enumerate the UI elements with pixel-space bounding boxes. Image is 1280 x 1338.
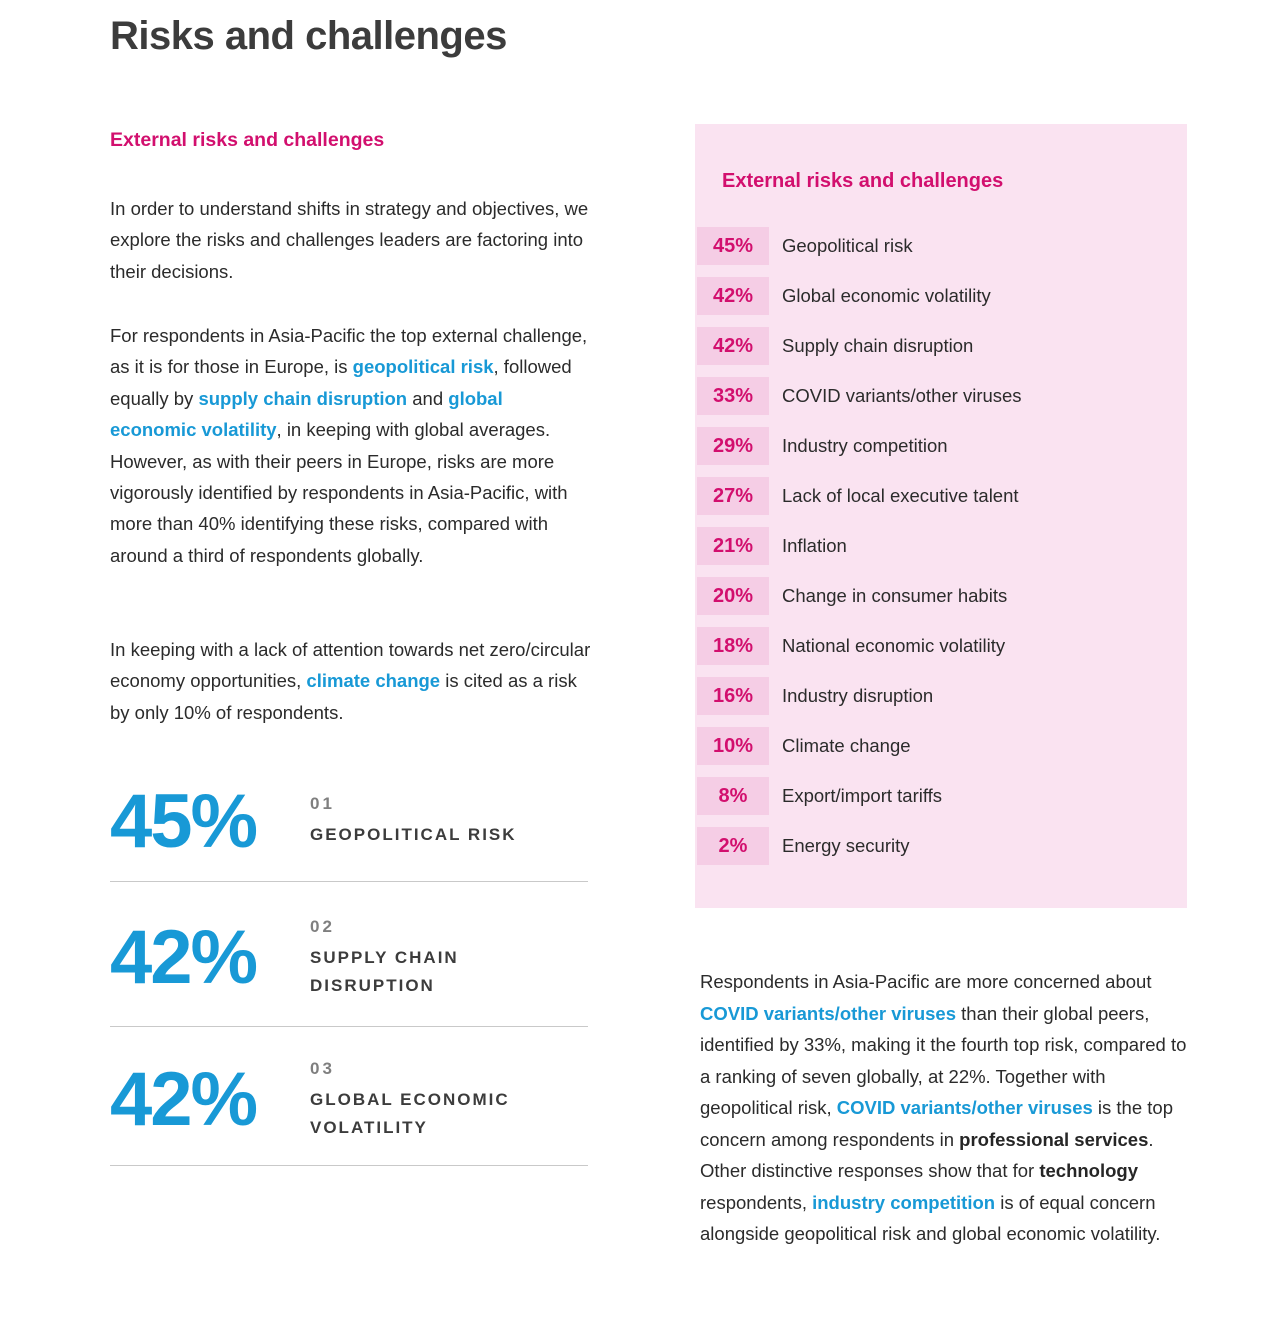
- stat-risk-label: SUPPLY CHAIN DISRUPTION: [310, 947, 459, 995]
- risk-percentage-badge: 16%: [697, 677, 769, 715]
- text-segment: . Other distinctive responses show that for: [700, 1128, 1154, 1181]
- text-segment: than their global peers, identified by 33%, making it the fourth top risk, compared to a ranking of seven globally, at 22%. Together with geopolitical risk,: [700, 1002, 1187, 1118]
- stat-rank-number: 03: [310, 1058, 335, 1078]
- highlighted-term: global economic volatility: [110, 387, 503, 441]
- stat-meta: [310, 917, 525, 1000]
- analysis-paragraph: [110, 320, 592, 571]
- risk-percentage-badge: 18%: [697, 627, 769, 665]
- risk-percentage-badge: 42%: [697, 327, 769, 365]
- risk-percentage-badge: 21%: [697, 527, 769, 565]
- stat-risk-label: GLOBAL ECONOMIC VOLATILITY: [310, 1089, 510, 1137]
- risk-row: [697, 627, 1187, 665]
- stat-block: [110, 1035, 588, 1166]
- risk-row: [697, 727, 1187, 765]
- text-segment: is cited as a risk by only 10% of respondents.: [110, 670, 577, 723]
- risk-list: [697, 227, 1187, 865]
- panel-title: External risks and challenges: [722, 170, 1004, 192]
- text-segment: and: [407, 387, 449, 409]
- risk-row: [697, 277, 1187, 315]
- risk-percentage-badge: 20%: [697, 577, 769, 615]
- highlighted-term: geopolitical risk: [352, 356, 494, 378]
- risk-percentage-badge: 33%: [697, 377, 769, 415]
- risk-label: Industry disruption: [782, 685, 934, 706]
- external-risks-panel: [695, 124, 1187, 908]
- risk-percentage-badge: 45%: [697, 227, 769, 265]
- risk-row: [697, 477, 1187, 515]
- risk-row: [697, 377, 1187, 415]
- section-subtitle: External risks and challenges: [110, 129, 385, 151]
- risk-row: [697, 677, 1187, 715]
- risk-label: Energy security: [782, 835, 910, 856]
- risk-row: [697, 327, 1187, 365]
- stat-meta: [310, 1059, 525, 1142]
- risk-label: Lack of local executive talent: [782, 485, 1019, 506]
- text-segment: Respondents in Asia-Pacific are more concerned about: [700, 971, 1152, 992]
- risk-label: Geopolitical risk: [782, 235, 913, 256]
- risk-row: [697, 827, 1187, 865]
- text-segment: In order to understand shifts in strategy and objectives, we explore the risks and challenges leaders are factoring into their decisions.: [110, 198, 589, 282]
- risk-percentage-badge: 27%: [697, 477, 769, 515]
- highlighted-term: climate change: [306, 670, 441, 692]
- risk-label: Climate change: [782, 735, 911, 756]
- covid-analysis-paragraph: [700, 966, 1192, 1250]
- risk-percentage-badge: 42%: [697, 277, 769, 315]
- stat-rank-number: 01: [310, 794, 335, 813]
- risk-label: National economic volatility: [782, 635, 1006, 656]
- risk-percentage-badge: 29%: [697, 427, 769, 465]
- stat-percentage: 45%: [110, 778, 257, 864]
- text-segment: , in keeping with global averages. However, as with their peers in Europe, risks are more vigorously identified by respondents in Asia-Pacific, with more than 40% identifying these risks, compared with around a third of respondents globally.: [110, 419, 568, 566]
- highlighted-term: supply chain disruption: [198, 387, 408, 409]
- highlighted-term: industry competition: [812, 1191, 996, 1213]
- risk-percentage-badge: 10%: [697, 727, 769, 765]
- climate-paragraph: [110, 634, 592, 728]
- bold-term: technology: [1039, 1160, 1138, 1181]
- risk-row: [697, 777, 1187, 815]
- bold-term: professional services: [959, 1128, 1149, 1150]
- stat-block: [110, 762, 588, 882]
- stat-percentage: 42%: [110, 915, 257, 1000]
- intro-paragraph: [110, 193, 592, 287]
- risk-label: COVID variants/other viruses: [782, 385, 1022, 406]
- risk-row: [697, 577, 1187, 615]
- stat-percentage: 42%: [110, 1057, 257, 1142]
- text-segment: , followed equally by: [110, 356, 572, 409]
- risk-percentage-badge: 2%: [697, 827, 769, 865]
- highlighted-term: COVID variants/other viruses: [700, 1002, 957, 1024]
- text-segment: is of equal concern alongside geopolitical risk and global economic volatility.: [700, 1191, 1161, 1244]
- risk-label: Export/import tariffs: [782, 785, 943, 806]
- risk-row: [697, 227, 1187, 265]
- risk-row: [697, 527, 1187, 565]
- highlighted-term: COVID variants/other viruses: [836, 1097, 1093, 1118]
- risk-label: Industry competition: [782, 435, 948, 456]
- text-segment: In keeping with a lack of attention towards net zero/circular economy opportunities,: [110, 639, 591, 692]
- risk-label: Inflation: [782, 535, 847, 556]
- risk-label: Change in consumer habits: [782, 585, 1008, 606]
- risk-label: Global economic volatility: [782, 285, 991, 306]
- stat-meta: [310, 794, 517, 849]
- text-segment: respondents,: [700, 1191, 813, 1213]
- risk-row: [697, 427, 1187, 465]
- text-segment: is the top concern among respondents in: [700, 1097, 1173, 1150]
- text-segment: For respondents in Asia-Pacific the top external challenge, as it is for those in Europe, is: [110, 325, 588, 378]
- risk-label: Supply chain disruption: [782, 335, 974, 356]
- stat-risk-label: GEOPOLITICAL RISK: [310, 825, 517, 844]
- page-title: Risks and challenges: [110, 14, 507, 58]
- stat-block: [110, 890, 588, 1027]
- risk-percentage-badge: 8%: [697, 777, 769, 815]
- stat-rank-number: 02: [310, 916, 335, 936]
